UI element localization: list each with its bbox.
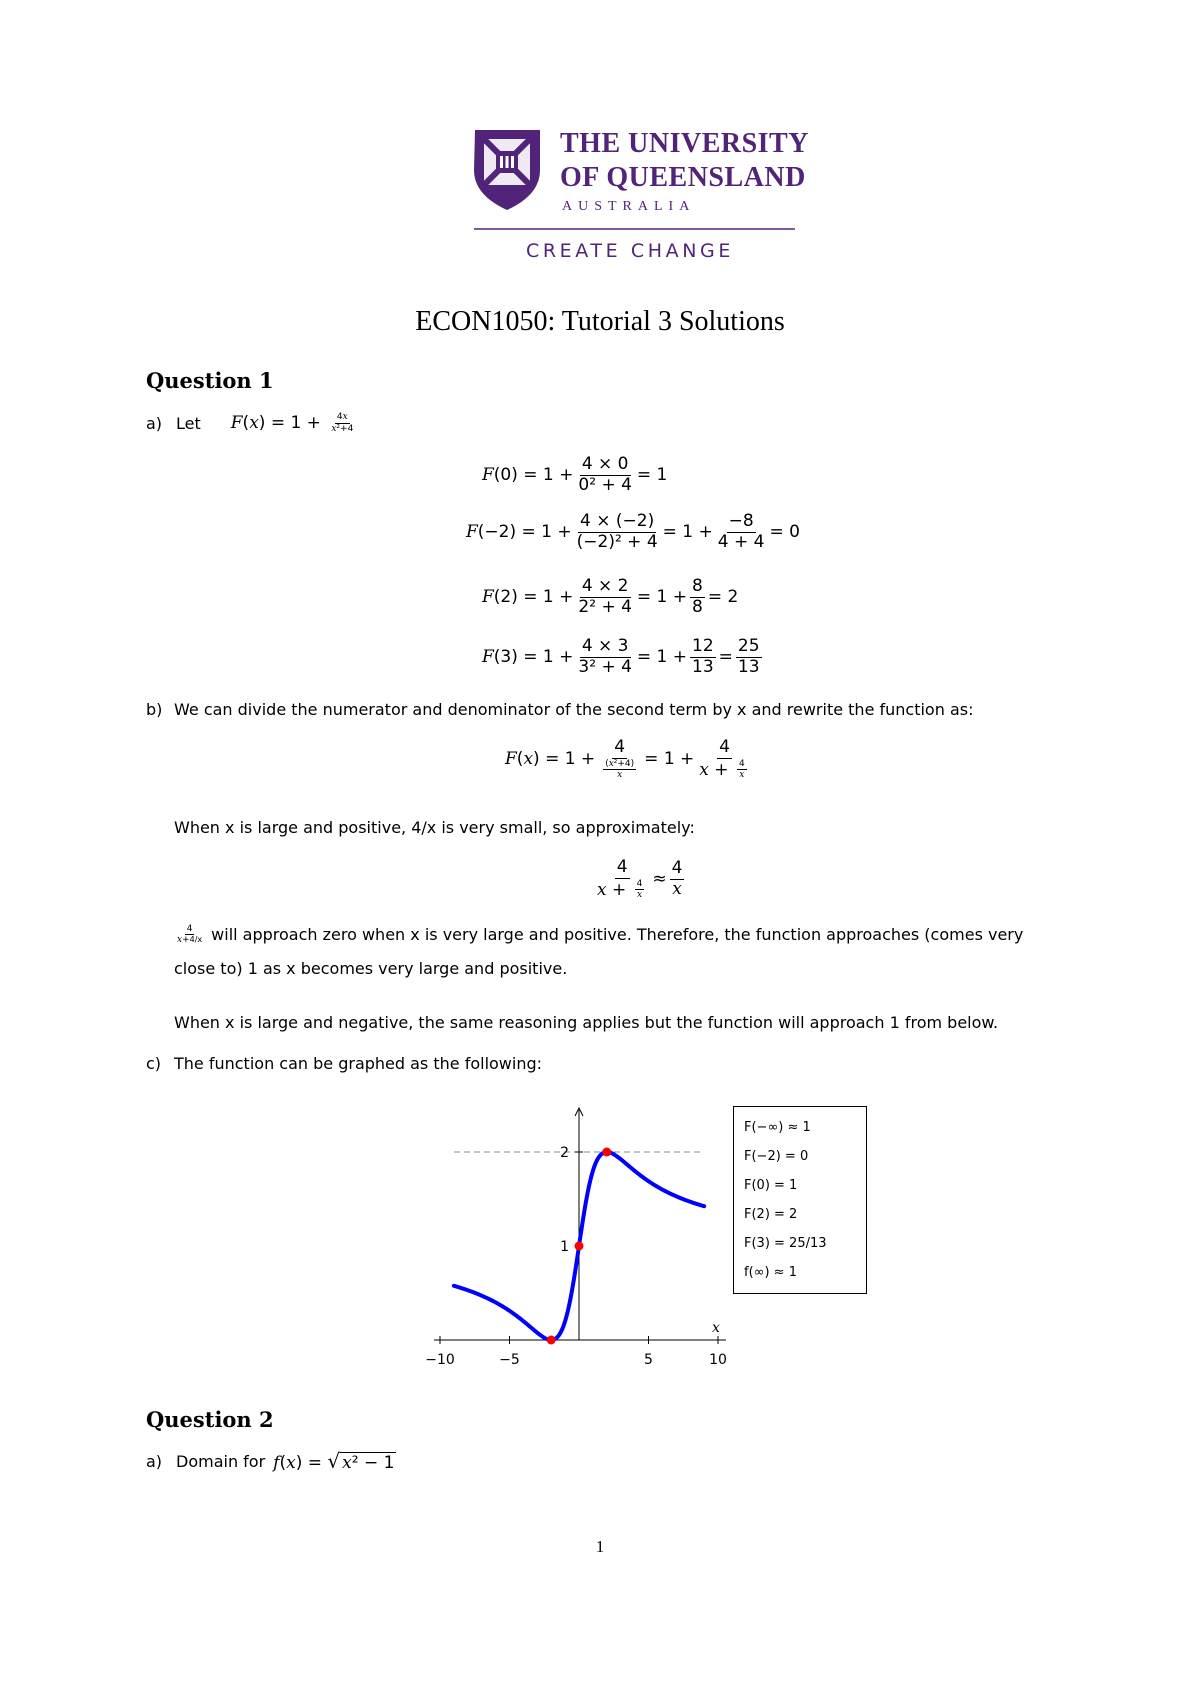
q1c-line — [146, 1054, 542, 1073]
logo-line-2: OF QUEENSLAND — [560, 162, 806, 193]
y-tick-label: 1 — [560, 1239, 569, 1255]
eval-f0: F (0) = 1 + $\frac{4 \times 0}{\text{0² + 4}}$ = 1 — [482, 454, 668, 495]
q1a-line — [146, 408, 358, 438]
graph-legend — [733, 1106, 867, 1294]
rewritten-function: F ( x ) = 1 + $\frac{4}{\frac{\text{(x²+4)}}{x}}$ = 1 + 4 x + $\frac{4}{x}$ — [505, 737, 745, 780]
q1b-when-text: When x is large and positive, 4/x is very small, so approximately: — [174, 818, 695, 837]
q2a-line — [146, 1446, 396, 1476]
x-tick-label: 5 — [644, 1352, 653, 1368]
q1b-text: We can divide the numerator and denominator of the second term by x and rewrite the function as: — [174, 700, 974, 719]
q2a-text: Domain for — [176, 1451, 266, 1471]
q1b-line — [146, 700, 973, 719]
question-1-heading: Question 1 — [146, 368, 274, 393]
y-tick-label: 2 — [560, 1145, 569, 1161]
legend-item: F(0) = 1 — [744, 1178, 798, 1193]
function-graph — [420, 1100, 740, 1370]
q1b-approach-text-1: will approach zero when x is very large and positive. Therefore, the function approaches (comes very — [211, 925, 1024, 945]
page-number: 1 — [595, 1537, 605, 1556]
page-title: ECON1050: Tutorial 3 Solutions — [415, 306, 785, 337]
x-tick-label: −10 — [425, 1352, 455, 1368]
eval-f-minus2: F (−2) = 1 + $\frac{4 \times (-2)}{\text{(−2)² + 4}}$ = 1 + $\frac{-8}{4 + 4}$ = 0 — [466, 511, 800, 552]
question-2-heading: Question 2 — [146, 1407, 274, 1432]
x-tick-label: −5 — [499, 1352, 520, 1368]
approximation: 4 x + $\frac{4}{x}$ ≈ $\frac{4}{x}$ — [597, 857, 683, 900]
q2a-label: a) — [146, 1451, 163, 1471]
x-tick-label: 10 — [709, 1352, 727, 1368]
q2-function: f(x) = √ x² − 1 — [273, 1449, 395, 1473]
legend-item: F(2) = 2 — [744, 1207, 798, 1222]
eval-f2: F (2) = 1 + $\frac{4 \times 2}{\text{2² + 4}}$ = 1 + $\frac{8}{8}$ = 2 — [482, 576, 739, 617]
legend-item: F(−∞) ≈ 1 — [744, 1120, 811, 1135]
logo-tagline: CREATE CHANGE — [526, 240, 734, 262]
logo-line-1: THE UNIVERSITY — [560, 128, 809, 159]
q1b-label: b) — [146, 700, 163, 719]
q1c-text: The function can be graphed as the following: — [174, 1054, 543, 1073]
q1b-approach-text-2: close to) 1 as x becomes very large and positive. — [174, 959, 568, 978]
x-axis-label: x — [712, 1320, 720, 1336]
key-point — [547, 1336, 556, 1345]
logo-line-3: AUSTRALIA — [562, 199, 696, 214]
function-definition: F(x) = 1 + $\frac{4x}{\text{x²+4}}$ — [230, 412, 354, 434]
q1b-negative-text: When x is large and negative, the same reasoning applies but the function will approach 1 from below. — [174, 1013, 999, 1032]
q1c-label: c) — [146, 1054, 162, 1073]
legend-item: F(3) = 25/13 — [744, 1236, 827, 1251]
key-point — [575, 1242, 584, 1251]
q1b-approach-line-1: $\frac{4}{x+4/x}$ will approach zero when x is very large and positive. Therefore, the function approaches (comes very — [177, 924, 1024, 946]
legend-item: f(∞) ≈ 1 — [744, 1265, 797, 1280]
legend-item: F(−2) = 0 — [744, 1149, 809, 1164]
eval-f3: F (3) = 1 + $\frac{4 \times 3}{\text{3² + 4}}$ = 1 + $\frac{12}{13}$ = $\frac{25}{13}$ — [482, 636, 760, 677]
q1a-label: a) — [146, 413, 163, 433]
key-point — [602, 1148, 611, 1157]
q1a-text: Let — [176, 413, 201, 433]
